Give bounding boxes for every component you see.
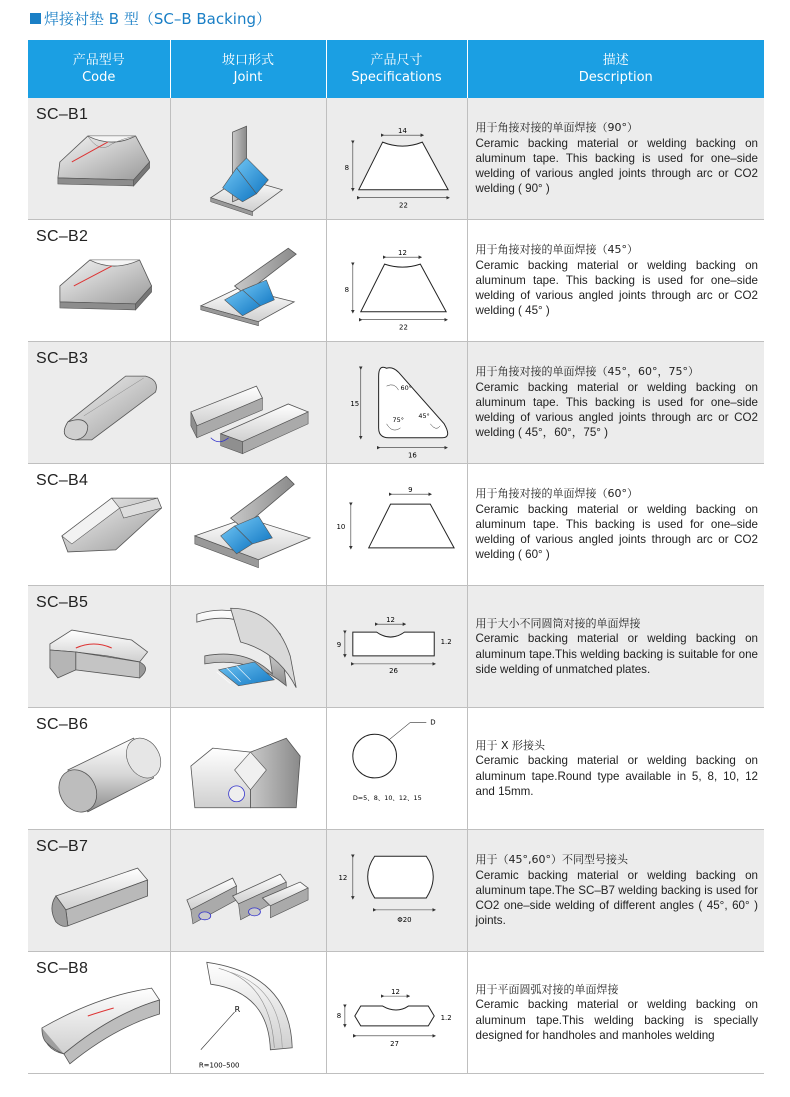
spec-b4-height: 10 xyxy=(335,522,345,531)
header-spec-cn: 产品尺寸 xyxy=(370,53,423,68)
joint-b2-image xyxy=(171,220,326,341)
desc-en: Ceramic backing material or welding backing on aluminum tape.The SC–B7 welding backing is used for CO2 one–side welding of different angles ( 45°, 60° ) joints. xyxy=(475,868,758,928)
spec-cell xyxy=(326,464,467,586)
joint-b3-image xyxy=(171,342,326,463)
spec-cell xyxy=(326,98,467,220)
description xyxy=(468,486,765,562)
header-spec xyxy=(326,40,467,98)
table-row xyxy=(28,952,764,1074)
desc-cell xyxy=(467,586,764,708)
spec-b8-bottom: 27 xyxy=(389,1039,399,1048)
product-code: SC–B5 xyxy=(36,594,89,611)
spec-b8-height: 8 xyxy=(336,1011,341,1020)
desc-cell xyxy=(467,98,764,220)
spec-b2-bottom: 22 xyxy=(398,323,408,332)
spec-cell xyxy=(326,586,467,708)
spec-b5-bottom: 26 xyxy=(388,666,398,675)
spec-cell xyxy=(326,220,467,342)
desc-cn: 用于平面圆弧对接的单面焊接 xyxy=(475,982,619,996)
backing-b7-image xyxy=(28,830,170,951)
header-desc-cn: 描述 xyxy=(602,53,629,68)
spec-b8-top: 12 xyxy=(390,988,400,997)
product-code: SC–B8 xyxy=(36,960,89,977)
header-spec-en: Specifications xyxy=(351,70,442,85)
product-table xyxy=(28,40,764,1074)
table-row xyxy=(28,708,764,830)
product-code: SC–B7 xyxy=(36,838,89,855)
desc-cell xyxy=(467,708,764,830)
joint-cell xyxy=(170,220,326,342)
spec-b7-drawing xyxy=(327,830,467,951)
desc-en: Ceramic backing material or welding backing on aluminum tape.This welding backing is specially designed for handholes and manholes welding xyxy=(475,998,758,1042)
backing-b6-image xyxy=(28,708,170,829)
product-code: SC–B2 xyxy=(36,228,89,245)
description xyxy=(468,616,765,677)
product-code: SC–B6 xyxy=(36,716,89,733)
desc-en: Ceramic backing material or welding backing on aluminum tape.This welding backing is suitable for one side welding of unmatched plates. xyxy=(475,632,758,676)
spec-b1-bottom: 22 xyxy=(398,201,408,210)
joint-b7-image xyxy=(171,830,326,951)
desc-cell xyxy=(467,464,764,586)
desc-cn: 用于角接对接的单面焊接（45°，60°，75°） xyxy=(475,365,699,379)
spec-cell xyxy=(326,708,467,830)
spec-b6-sizes: D=5、8、10、12、15 xyxy=(352,793,422,802)
code-cell xyxy=(28,464,170,586)
table-row xyxy=(28,98,764,220)
description xyxy=(468,364,765,440)
product-code: SC–B4 xyxy=(36,472,89,489)
table-row xyxy=(28,830,764,952)
joint-b8-radius-label: R xyxy=(234,1005,240,1015)
spec-b2-height: 8 xyxy=(344,285,349,294)
joint-b6-image xyxy=(171,708,326,829)
backing-b3-image xyxy=(28,342,170,463)
spec-cell xyxy=(326,342,467,464)
header-code-en: Code xyxy=(82,70,116,85)
header-code xyxy=(28,40,170,98)
spec-b8-drawing xyxy=(327,952,467,1073)
spec-b4-drawing xyxy=(327,464,467,585)
spec-b3-bottom: 16 xyxy=(407,451,417,460)
joint-b1-image xyxy=(171,98,326,219)
header-desc-en: Description xyxy=(578,70,653,85)
joint-cell xyxy=(170,342,326,464)
spec-b5-height: 9 xyxy=(336,640,341,649)
header-desc xyxy=(467,40,764,98)
spec-b3-angle-b: 75° xyxy=(392,415,404,424)
backing-b8-image xyxy=(28,952,170,1073)
joint-b4-image xyxy=(171,464,326,585)
spec-b7-width: Φ20 xyxy=(396,915,412,924)
spec-b6-drawing xyxy=(327,708,467,829)
spec-cell xyxy=(326,952,467,1074)
code-cell xyxy=(28,830,170,952)
spec-b3-drawing xyxy=(327,342,467,463)
backing-b1-image xyxy=(28,98,170,219)
desc-cell xyxy=(467,830,764,952)
product-code: SC–B3 xyxy=(36,350,89,367)
joint-b5-image xyxy=(171,586,326,707)
spec-b1-drawing xyxy=(327,98,467,219)
backing-b5-image xyxy=(28,586,170,707)
joint-cell xyxy=(170,830,326,952)
desc-cn: 用于 X 形接头 xyxy=(475,738,546,752)
spec-b2-drawing xyxy=(327,220,467,341)
desc-cell xyxy=(467,952,764,1074)
table-row xyxy=(28,220,764,342)
desc-en: Ceramic backing material or welding backing on aluminum tape. This backing is used for one–side welding of various angled joints through arc or CO2 welding ( 45°，60°，75° ) xyxy=(475,380,758,440)
backing-b2-image xyxy=(28,220,170,341)
page-title xyxy=(30,8,271,29)
code-cell xyxy=(28,220,170,342)
desc-cn: 用于角接对接的单面焊接（45°） xyxy=(475,243,638,257)
code-cell xyxy=(28,586,170,708)
title-square-icon xyxy=(30,13,41,24)
header-joint-en: Joint xyxy=(233,70,263,85)
description xyxy=(468,242,765,318)
spec-b3-height: 15 xyxy=(349,399,359,408)
desc-cn: 用于角接对接的单面焊接（60°） xyxy=(475,487,638,501)
desc-cn: 用于角接对接的单面焊接（90°） xyxy=(475,121,638,135)
table-row xyxy=(28,342,764,464)
spec-b7-height: 12 xyxy=(337,874,347,883)
spec-b5-drawing xyxy=(327,586,467,707)
header-joint-cn: 坡口形式 xyxy=(221,53,274,68)
table-row xyxy=(28,586,764,708)
joint-cell xyxy=(170,708,326,830)
spec-b1-top: 14 xyxy=(397,127,407,136)
joint-b8-radius-range: R=100–500 xyxy=(198,1061,239,1070)
spec-b1-height: 8 xyxy=(344,163,349,172)
table-header xyxy=(28,40,764,98)
desc-cn: 用于大小不同圆筒对接的单面焊接 xyxy=(475,616,641,630)
spec-b5-top: 12 xyxy=(385,616,395,625)
product-code: SC–B1 xyxy=(36,106,89,123)
header-code-cn: 产品型号 xyxy=(72,53,125,68)
desc-cn: 用于（45°,60°）不同型号接头 xyxy=(475,853,628,867)
spec-b2-top: 12 xyxy=(397,249,407,258)
spec-b6-label: D xyxy=(429,718,436,727)
code-cell xyxy=(28,98,170,220)
page-title-text: 焊接衬垫 B 型（SC–B Backing） xyxy=(44,10,271,28)
spec-b3-angle-a: 60° xyxy=(399,384,412,393)
joint-cell xyxy=(170,586,326,708)
description xyxy=(468,120,765,196)
joint-cell xyxy=(170,952,326,1074)
joint-cell xyxy=(170,464,326,586)
description xyxy=(468,738,765,799)
code-cell xyxy=(28,952,170,1074)
backing-b4-image xyxy=(28,464,170,585)
desc-en: Ceramic backing material or welding backing on aluminum tape.Round type available in 5, 8, 10, 12 and 15mm. xyxy=(475,754,758,798)
spec-b4-top: 9 xyxy=(407,486,413,495)
table-row xyxy=(28,464,764,586)
desc-en: Ceramic backing material or welding backing on aluminum tape. This backing is used for one–side welding of various angled joints through arc or CO2 welding ( 90° ) xyxy=(475,136,758,196)
joint-b8-image xyxy=(171,952,326,1073)
desc-en: Ceramic backing material or welding backing on aluminum tape. This backing is used for one–side welding of various angled joints through arc or CO2 welding ( 45° ) xyxy=(475,258,758,318)
spec-b3-angle-c: 45° xyxy=(417,411,430,420)
desc-en: Ceramic backing material or welding backing on aluminum tape. This backing is used for one–side welding of various angled joints through arc or CO2 welding ( 60° ) xyxy=(475,502,758,562)
desc-cell xyxy=(467,220,764,342)
description xyxy=(468,852,765,928)
code-cell xyxy=(28,708,170,830)
spec-b8-depth: 1.2 xyxy=(440,1013,452,1022)
code-cell xyxy=(28,342,170,464)
spec-cell xyxy=(326,830,467,952)
desc-cell xyxy=(467,342,764,464)
header-joint xyxy=(170,40,326,98)
spec-b5-depth: 1.2 xyxy=(440,638,452,647)
description xyxy=(468,982,765,1043)
joint-cell xyxy=(170,98,326,220)
